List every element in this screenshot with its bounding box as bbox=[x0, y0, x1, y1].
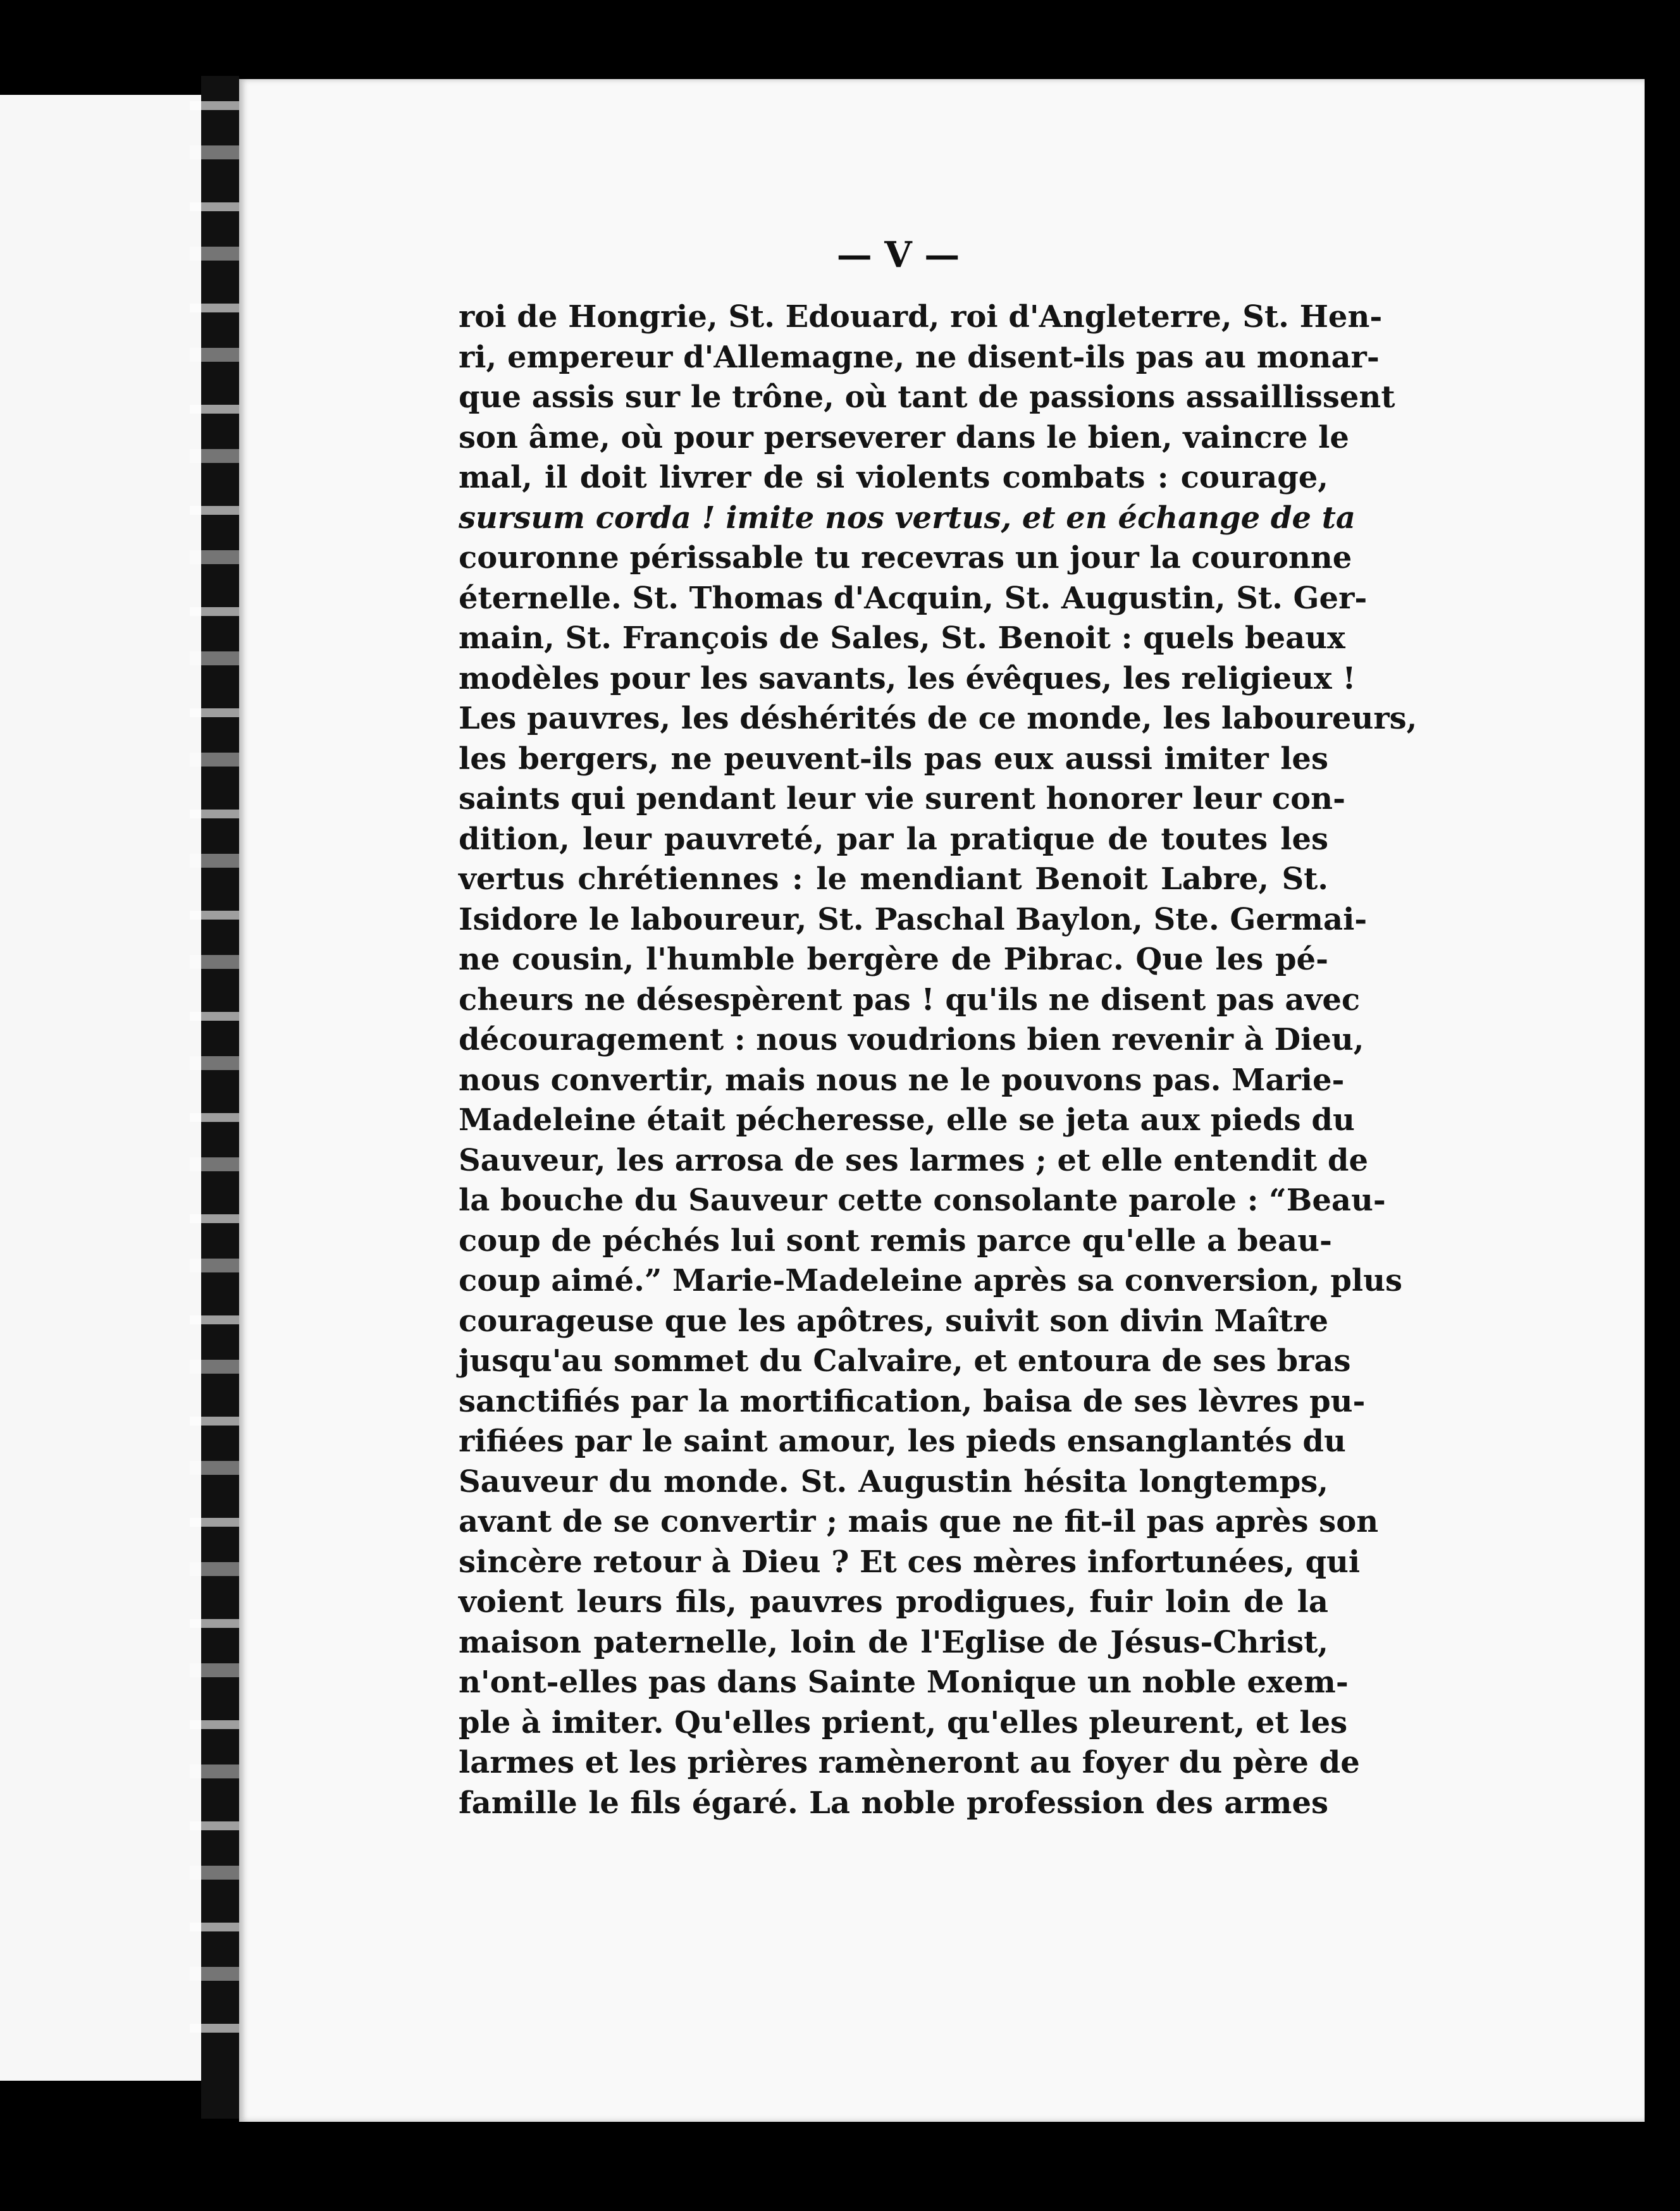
text-line: ne cousin, l'humble bergère de Pibrac. Que les pé- bbox=[459, 942, 1328, 977]
facing-page-edge bbox=[0, 95, 209, 2081]
text-line: éternelle. St. Thomas d'Acquin, St. Augustin, St. Ger- bbox=[459, 580, 1368, 616]
text-line: coup de péchés lui sont remis parce qu'elle a beau- bbox=[459, 1223, 1332, 1259]
text-line: modèles pour les savants, les évêques, les religieux ! bbox=[459, 660, 1356, 696]
page-number: — V — bbox=[836, 234, 960, 276]
text-line: sanctifiés par la mortification, baisa de ses lèvres pu- bbox=[459, 1383, 1366, 1419]
text-line: nous convertir, mais nous ne le pouvons pas. Marie- bbox=[459, 1062, 1345, 1098]
text-line: vertus chrétiennes : le mendiant Benoit Labre, St. bbox=[459, 861, 1328, 897]
text-line: roi de Hongrie, St. Edouard, roi d'Angleterre, St. Hen- bbox=[459, 299, 1383, 335]
text-line: sursum corda ! imite nos vertus, et en échange de ta bbox=[459, 500, 1356, 536]
text-line: maison paternelle, loin de l'Eglise de Jésus-Christ, bbox=[459, 1624, 1328, 1660]
body-text bbox=[459, 297, 1418, 1823]
text-line: larmes et les prières ramèneront au foyer du père de bbox=[459, 1745, 1360, 1780]
text-line: jusqu'au sommet du Calvaire, et entoura de ses bras bbox=[459, 1343, 1351, 1379]
text-line: les bergers, ne peuvent-ils pas eux aussi imiter les bbox=[459, 741, 1328, 777]
text-line: rifiées par le saint amour, les pieds ensanglantés du bbox=[459, 1424, 1346, 1459]
text-line: voient leurs fils, pauvres prodigues, fuir loin de la bbox=[459, 1584, 1328, 1620]
text-line: couronne périssable tu recevras un jour la couronne bbox=[459, 540, 1352, 576]
text-line: ple à imiter. Qu'elles prient, qu'elles pleurent, et les bbox=[459, 1704, 1348, 1740]
text-line: main, St. François de Sales, St. Benoit : quels beaux bbox=[459, 620, 1345, 656]
text-line: Isidore le laboureur, St. Paschal Baylon, Ste. Germai- bbox=[459, 901, 1368, 937]
text-line: coup aimé.” Marie-Madeleine après sa conversion, plus bbox=[459, 1263, 1403, 1298]
text-line: découragement : nous voudrions bien revenir à Dieu, bbox=[459, 1022, 1364, 1057]
text-line: que assis sur le trône, où tant de passions assaillissent bbox=[459, 379, 1395, 415]
text-line: cheurs ne désespèrent pas ! qu'ils ne disent pas avec bbox=[459, 982, 1361, 1018]
text-line: famille le fils égaré. La noble profession des armes bbox=[459, 1785, 1328, 1821]
text-line: Sauveur du monde. St. Augustin hésita longtemps, bbox=[459, 1463, 1328, 1500]
text-line: mal, il doit livrer de si violents combats : courage, bbox=[459, 460, 1328, 495]
text-line: dition, leur pauvreté, par la pratique de toutes les bbox=[459, 821, 1328, 857]
text-line: courageuse que les apôtres, suivit son divin Maître bbox=[459, 1303, 1328, 1339]
text-line: Madeleine était pécheresse, elle se jeta aux pieds du bbox=[459, 1102, 1355, 1138]
text-line: avant de se convertir ; mais que ne fit-il pas après son bbox=[459, 1504, 1379, 1539]
text-line: n'ont-elles pas dans Sainte Monique un noble exem- bbox=[459, 1665, 1349, 1700]
text-line: Les pauvres, les déshérités de ce monde, les laboureurs, bbox=[459, 701, 1418, 736]
text-line: son âme, où pour perseverer dans le bien, vaincre le bbox=[459, 419, 1349, 455]
text-line: la bouche du Sauveur cette consolante parole : “Beau- bbox=[459, 1183, 1386, 1218]
text-line: ri, empereur d'Allemagne, ne disent-ils pas au monar- bbox=[459, 339, 1380, 375]
text-line: sincère retour à Dieu ? Et ces mères infortunées, qui bbox=[459, 1544, 1361, 1580]
text-line: saints qui pendant leur vie surent honorer leur con- bbox=[459, 781, 1345, 816]
text-line: Sauveur, les arrosa de ses larmes ; et elle entendit de bbox=[459, 1142, 1368, 1178]
